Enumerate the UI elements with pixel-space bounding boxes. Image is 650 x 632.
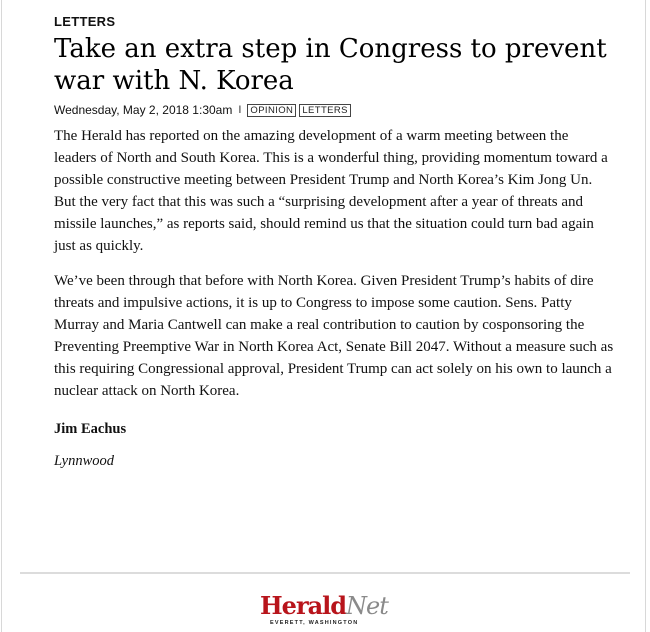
heraldnet-logo[interactable] — [260, 591, 400, 630]
tag-letters[interactable]: LETTERS — [299, 104, 351, 117]
article-meta — [54, 103, 614, 117]
article-paragraph: We’ve been through that before with North Korea. Given President Trump’s habits of dire threats and impulsive actions, it is up to Congress to impose some caution. Sens. Patty Murray and Maria Cantwell can make a real contribution to caution by cosponsoring the Preventing Preemptive War in North Korea Act, Senate Bill 2047. Without a measure such as this requiring Congressional approval, President Trump can act solely on his own to launch a nuclear attack on North Korea. — [54, 273, 614, 399]
tag-list — [247, 104, 350, 117]
footer-divider — [20, 572, 630, 574]
author-location: Lynnwood — [54, 453, 114, 469]
logo-subtitle: EVERETT, WASHINGTON — [270, 620, 359, 626]
article-paragraph: The Herald has reported on the amazing development of a warm meeting between the leaders of North and South Korea. This is a wonderful thing, providing momentum toward a possible constructive meeting between President Trump and North Korea’s Kim Jong Un. But the very fact that this was such a “surprising development after a year of threats and missile launches,” as reports said, should remind us that the situation could turn bad again just as quickly. — [54, 128, 608, 254]
meta-separator: I — [238, 104, 242, 116]
article — [54, 14, 614, 470]
author-name: Jim Eachus — [54, 421, 127, 437]
article-headline: Take an extra step in Congress to prevent war with N. Korea — [54, 34, 607, 96]
tag-opinion[interactable]: OPINION — [247, 104, 296, 117]
section-label[interactable]: LETTERS — [54, 14, 116, 29]
article-dateline: Wednesday, May 2, 2018 1:30am — [54, 103, 233, 117]
logo-herald-text: Herald — [260, 591, 347, 620]
logo-net-text: Net — [346, 592, 388, 620]
